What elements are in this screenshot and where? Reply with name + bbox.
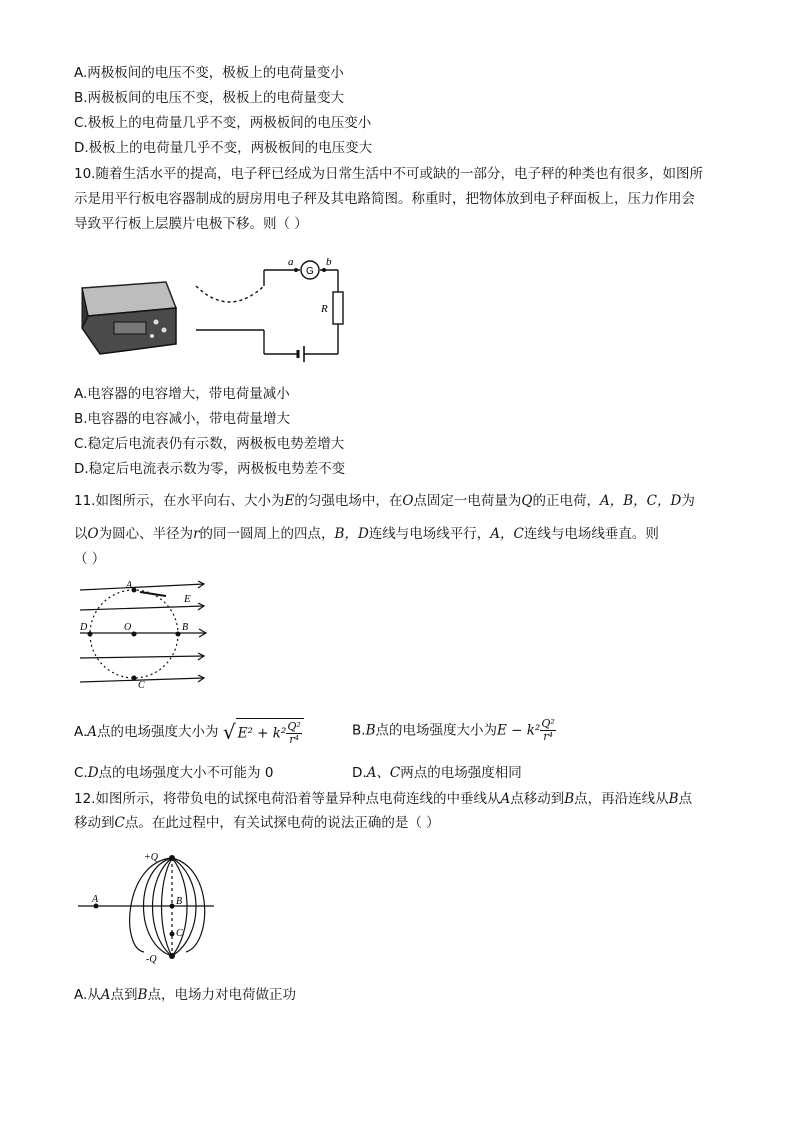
label-e: E: [184, 593, 191, 605]
label-g: G: [306, 266, 314, 277]
q9-option-c: C.极板上的电荷量几乎不变，两极板间的电压变小: [74, 115, 372, 131]
q11-option-d: D.A、C两点的电场强度相同: [352, 765, 522, 781]
resistor-r: [333, 292, 343, 324]
label-b: b: [326, 256, 332, 268]
q10-circuit-diagram: [74, 250, 374, 370]
label-c: C: [138, 680, 145, 690]
q11-stem-line-3: （ ）: [74, 551, 106, 567]
positive-charge: [169, 855, 175, 861]
point-a: [132, 588, 137, 593]
q11-option-a: A.A点的电场强度大小为 √ E² + k² $\frac{\text{Q²}}{\text{r⁴}}$: [74, 718, 304, 746]
label-b: B: [182, 622, 189, 633]
label-b: B: [176, 896, 183, 907]
q10-option-d: D.稳定后电流表示数为零，两极板电势差不变: [74, 461, 346, 477]
q11-field-diagram: [74, 578, 214, 690]
q11-figure: [74, 578, 214, 690]
label-c: C: [176, 928, 183, 939]
q9-option-b: B.两极板间的电压不变，极板上的电荷量变大: [74, 90, 345, 106]
q10-figure: [74, 250, 374, 370]
point-c: [132, 676, 137, 681]
label-a: A: [92, 894, 99, 905]
q10-option-a: A.电容器的电容增大，带电荷量减小: [74, 386, 290, 402]
label-d: D: [80, 622, 88, 633]
point-b: [176, 632, 181, 637]
point-o: [132, 632, 137, 637]
q11-option-b: B.B点的电场强度大小为E − k² $\frac{\text{Q²}}{\text{r⁴}}$: [352, 717, 555, 743]
q11-option-c: C.D点的电场强度大小不可能为 0: [74, 765, 274, 781]
q12-dipole-diagram: [74, 848, 224, 968]
upper-membrane-electrode: [196, 286, 264, 302]
q10-stem-line-2: 示是用平行板电容器制成的厨房用电子秤及其电路简图。称重时，把物体放到电子秤面板上，压力作用会: [74, 191, 695, 207]
label-a: A: [126, 580, 133, 591]
label-a: a: [288, 256, 294, 268]
q12-option-a: A.从A点到B点，电场力对电荷做正功: [74, 987, 296, 1003]
q11-stem-line-1: 11.如图所示，在水平向右、大小为E的匀强电场中，在O点固定一电荷量为Q的正电荷，A，B，C，D为: [74, 493, 695, 509]
label-o: O: [124, 622, 132, 633]
label-r: R: [321, 303, 328, 315]
q11-stem-line-2: 以O为圆心、半径为r的同一圆周上的四点，B，D连线与电场线平行，A，C连线与电场线垂直。则: [74, 526, 659, 542]
q12-figure: [74, 848, 224, 968]
point-b: [170, 904, 175, 909]
q9-option-d: D.极板上的电荷量几乎不变，两极板间的电压变大: [74, 140, 373, 156]
electronic-scale-image: [82, 282, 176, 354]
q10-stem-line-1: 10.随着生活水平的提高，电子秤已经成为日常生活中不可或缺的一部分，电子秤的种类也有很多，如图所: [74, 166, 703, 182]
negative-charge: [169, 953, 175, 959]
point-d: [88, 632, 93, 637]
q10-stem-line-3: 导致平行板上层膜片电极下移。则（ ）: [74, 216, 308, 232]
q10-option-b: B.电容器的电容减小，带电荷量增大: [74, 411, 291, 427]
q12-stem-line-2: 移动到C点。在此过程中，有关试探电荷的说法正确的是（ ）: [74, 815, 440, 831]
point-c: [170, 932, 175, 937]
label-negative-q: -Q: [146, 954, 157, 965]
q12-stem-line-1: 12.如图所示，将带负电的试探电荷沿着等量异种点电荷连线的中垂线从A点移动到B点，再沿连线从B点: [74, 791, 693, 807]
q9-option-a: A.两极板间的电压不变，极板上的电荷量变小: [74, 65, 344, 81]
q10-option-c: C.稳定后电流表仍有示数，两极板电势差增大: [74, 436, 345, 452]
label-positive-q: +Q: [144, 852, 158, 863]
